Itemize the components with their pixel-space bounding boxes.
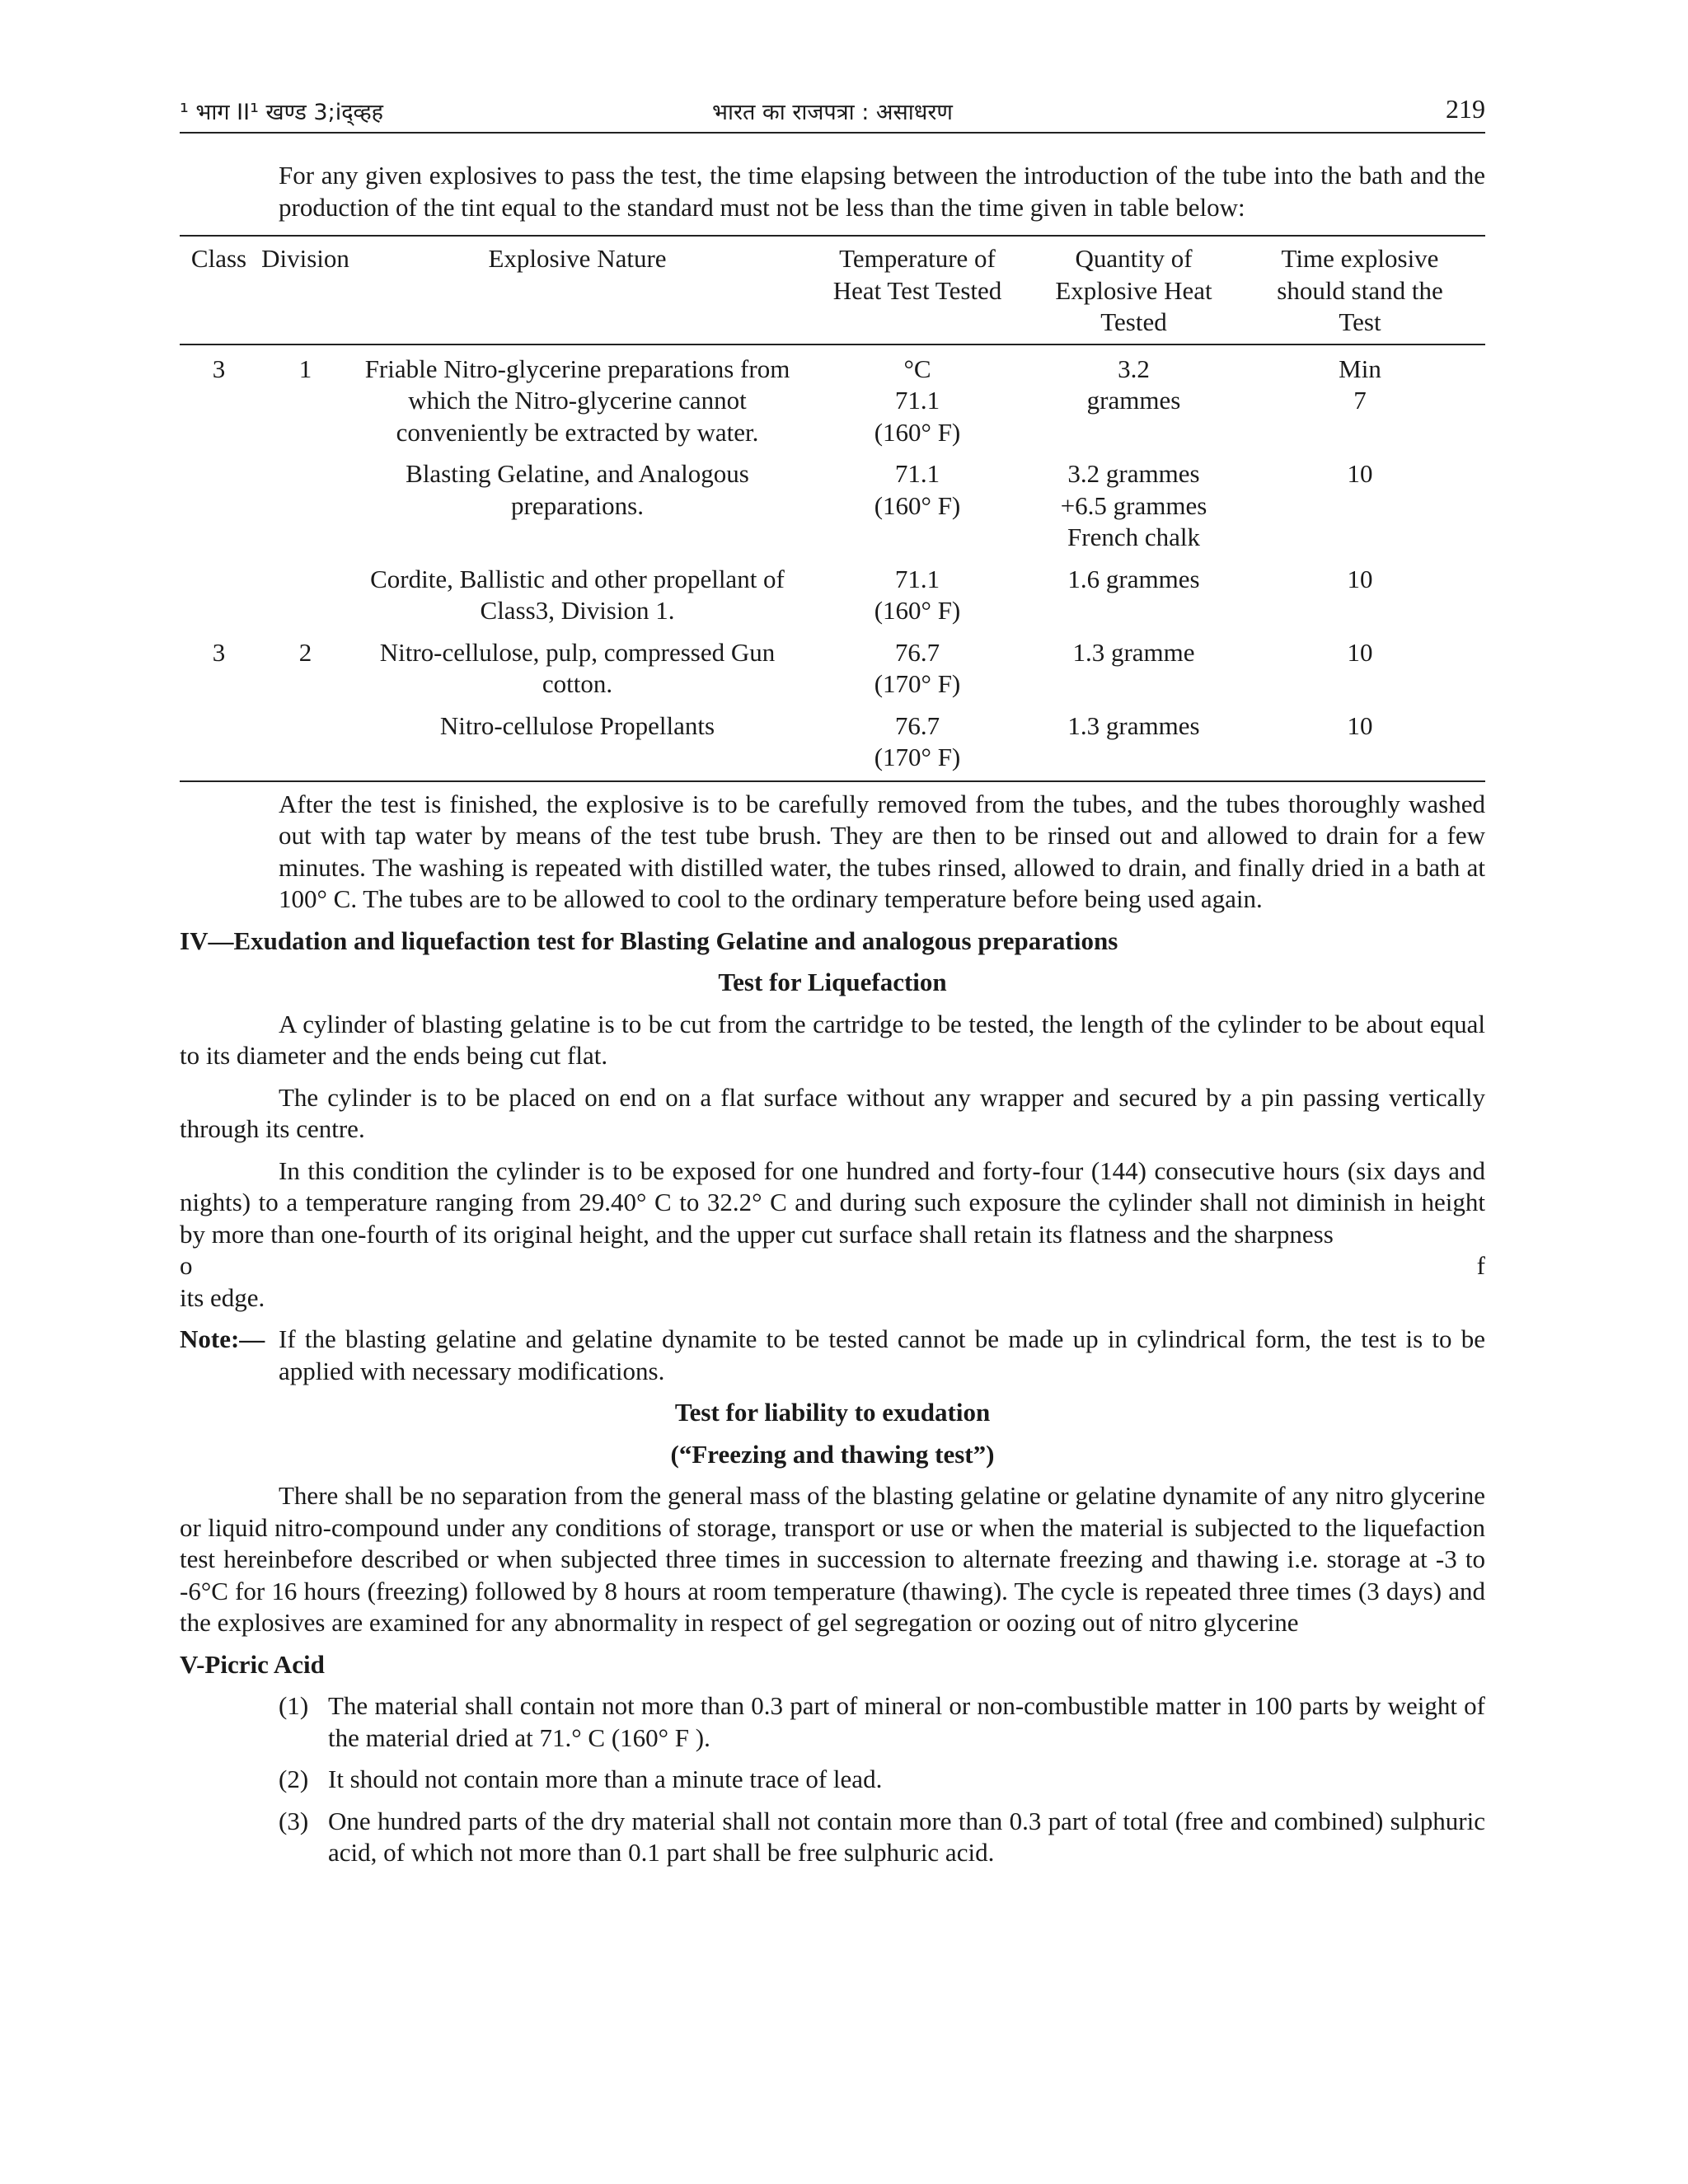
cell-class xyxy=(180,701,258,781)
cell-division xyxy=(258,701,353,781)
cell-division xyxy=(258,448,353,554)
cell-temperature xyxy=(802,627,1033,701)
liquefaction-subheading: Test for Liquefaction xyxy=(718,968,947,996)
page-number: 219 xyxy=(1446,94,1485,124)
col-quantity-label: Quantity of Explosive Heat Tested xyxy=(1055,244,1212,336)
cell-temperature xyxy=(802,701,1033,781)
qty-text: 3.2 grammes +6.5 grammes French chalk xyxy=(1060,459,1207,551)
exudation-paragraph: There shall be no separation from the general mass of the blasting gelatine or gelatine dynamite of any nitro glycerine or liquid nitro-compound under any conditions of storage, transport or use or when the material is subjected to the liquefaction test hereinbefore described or when subjected three times in succession to alternate freezing and thawing i.e. storage at -3 to -6°C for 16 hours (freezing) followed by 8 hours at room temperature (thawing). The cycle is repeated three times (3 days) and the explosives are examined for any abnormality in respect of gel segregation or oozing out of nitro glycerine xyxy=(180,1481,1485,1637)
note-block xyxy=(180,1324,1485,1387)
temp-value: 71.1 xyxy=(894,459,940,488)
temp-value: 71.1 xyxy=(894,386,940,415)
col-temperature-label: Temperature of Heat Test Tested xyxy=(832,244,1002,305)
table-row xyxy=(180,554,1485,627)
section-iv-heading: IV—Exudation and liquefaction test for Blasting Gelatine and analogous preparations xyxy=(180,926,1118,955)
time-unit: Min xyxy=(1339,354,1381,383)
temp-value: 76.7 xyxy=(894,710,940,740)
item-text: One hundred parts of the dry material shall not contain more than 0.3 part of total (free and combined) sulphuric acid, of which not more than 0.1 part shall be free sulphuric acid. xyxy=(328,1806,1485,1867)
temp-fahrenheit: (170° F) xyxy=(874,669,961,698)
table-row xyxy=(180,627,1485,701)
heat-test-table xyxy=(180,235,1485,782)
cell-time: 10 xyxy=(1347,637,1373,667)
cell-nature xyxy=(353,344,802,449)
list-item xyxy=(180,1764,1485,1796)
list-item xyxy=(180,1690,1485,1754)
qty-unit: grammes xyxy=(1086,386,1181,415)
nature-text: Cordite, Ballistic and other propellant of Class3, Division 1. xyxy=(370,564,785,625)
cell-quantity: 1.6 grammes xyxy=(1067,564,1200,593)
note-label: Note:— xyxy=(180,1324,265,1353)
temp-fahrenheit: (160° F) xyxy=(874,417,961,447)
cell-temperature xyxy=(802,344,1033,449)
col-temperature xyxy=(802,236,1033,344)
exudation-subheading: Test for liability to exudation xyxy=(674,1398,991,1427)
item-number: (2) xyxy=(279,1765,309,1793)
cell-quantity: 1.3 gramme xyxy=(1072,637,1195,667)
cell-time: 10 xyxy=(1347,564,1373,593)
split-o: o xyxy=(180,1251,193,1280)
time-value: 7 xyxy=(1353,386,1367,415)
cell-division: 1 xyxy=(298,354,312,383)
cell-class: 3 xyxy=(212,637,226,667)
list-item xyxy=(180,1806,1485,1869)
item-text: The material shall contain not more than 0.3 part of mineral or non-combustible matter in 100 parts by weight of the material dried at 71.° C (160° F ). xyxy=(328,1691,1485,1752)
note-text: If the blasting gelatine and gelatine dynamite to be tested cannot be made up in cylindrical form, the test is to be applied with necessary modifications. xyxy=(279,1324,1485,1385)
header-gazette-title: भारत का राजपत्रा : असाधरण xyxy=(712,100,953,125)
temp-value: 71.1 xyxy=(894,564,940,593)
cell-nature xyxy=(353,448,802,554)
header-rule xyxy=(180,132,1485,134)
temp-fahrenheit: (160° F) xyxy=(874,490,961,520)
temp-unit: °C xyxy=(903,354,931,383)
split-line xyxy=(180,1250,1485,1282)
cell-nature xyxy=(353,554,802,627)
cell-quantity: 1.3 grammes xyxy=(1033,701,1235,781)
nature-text: Friable Nitro-glycerine preparations from which the Nitro-glycerine cannot conveniently be extracted by water. xyxy=(364,354,790,447)
temp-value: 76.7 xyxy=(894,637,940,667)
gazette-page xyxy=(180,89,1485,1869)
cell-temperature xyxy=(802,554,1033,627)
cell-quantity xyxy=(1033,344,1235,449)
cell-time: 10 xyxy=(1347,459,1373,488)
temp-fahrenheit: (160° F) xyxy=(874,596,961,625)
cell-class xyxy=(180,448,258,554)
nature-text: Nitro-cellulose, pulp, compressed Gun cotton. xyxy=(379,637,776,698)
cell-nature: Nitro-cellulose Propellants xyxy=(353,701,802,781)
col-division: Division xyxy=(258,236,353,344)
cell-division xyxy=(258,554,353,627)
col-time-label: Time explosive should stand the Test xyxy=(1277,244,1443,336)
cell-time xyxy=(1235,344,1485,449)
cell-time: 10 xyxy=(1235,701,1485,781)
intro-paragraph: For any given explosives to pass the test, the time elapsing between the introduction of the tube into the bath and the production of the tint equal to the standard must not be less than the time given in table below: xyxy=(279,161,1485,222)
liquefaction-paragraph-2: The cylinder is to be placed on end on a flat surface without any wrapper and secured by a pin passing vertically through its centre. xyxy=(180,1082,1485,1143)
col-class: Class xyxy=(180,236,258,344)
item-number: (3) xyxy=(279,1806,309,1835)
temp-fahrenheit: (170° F) xyxy=(874,743,961,771)
liquefaction-paragraph-1: A cylinder of blasting gelatine is to be cut from the cartridge to be tested, the length of the cylinder to be about equal to its diameter and the ends being cut flat. xyxy=(180,1009,1485,1070)
cell-division: 2 xyxy=(298,637,312,667)
qty-value: 3.2 xyxy=(1118,354,1150,383)
page-header xyxy=(180,89,1485,132)
table-header-row xyxy=(180,236,1485,344)
table-row xyxy=(180,448,1485,554)
cell-quantity xyxy=(1033,448,1235,554)
table-row xyxy=(180,701,1485,781)
cell-nature xyxy=(353,627,802,701)
liquefaction-paragraph-3: In this condition the cylinder is to be exposed for one hundred and forty-four (144) consecutive hours (six days and nights) to a temperature ranging from 29.40° C to 32.2° C and during such exposure the cylinder shall not diminish in height by more than one-fourth of its original height, and the upper cut surface shall retain its flatness and the sharpness xyxy=(180,1155,1485,1249)
col-explosive-nature: Explosive Nature xyxy=(353,236,802,344)
cell-temperature xyxy=(802,448,1033,554)
col-quantity xyxy=(1033,236,1235,344)
header-part-section: ¹ भाग II¹ खण्ड 3;iद्व्हह xyxy=(180,100,384,125)
section-v-heading: V-Picric Acid xyxy=(180,1649,325,1679)
cell-class: 3 xyxy=(212,354,226,383)
nature-text: Blasting Gelatine, and Analogous preparations. xyxy=(406,459,749,520)
after-table-paragraph: After the test is finished, the explosive is to be carefully removed from the tubes, and the tubes thoroughly washed out with tap water by means of the test tube brush. They are then to be rinsed out and allowed to drain for a few minutes. The washing is repeated with distilled water, the tubes rinsed, allowed to drain, and finally dried in a bath at 100° C. The tubes are to be allowed to cool to the ordinary temperature before being used again. xyxy=(279,789,1485,913)
item-text: It should not contain more than a minute trace of lead. xyxy=(328,1765,883,1793)
freezing-thawing-subheading: (“Freezing and thawing test”) xyxy=(670,1439,995,1469)
table-row xyxy=(180,344,1485,449)
cell-class xyxy=(180,554,258,627)
item-number: (1) xyxy=(279,1691,309,1720)
split-f: f xyxy=(1476,1251,1485,1280)
liquefaction-paragraph-3-end: its edge. xyxy=(180,1282,265,1312)
col-time xyxy=(1235,236,1485,344)
